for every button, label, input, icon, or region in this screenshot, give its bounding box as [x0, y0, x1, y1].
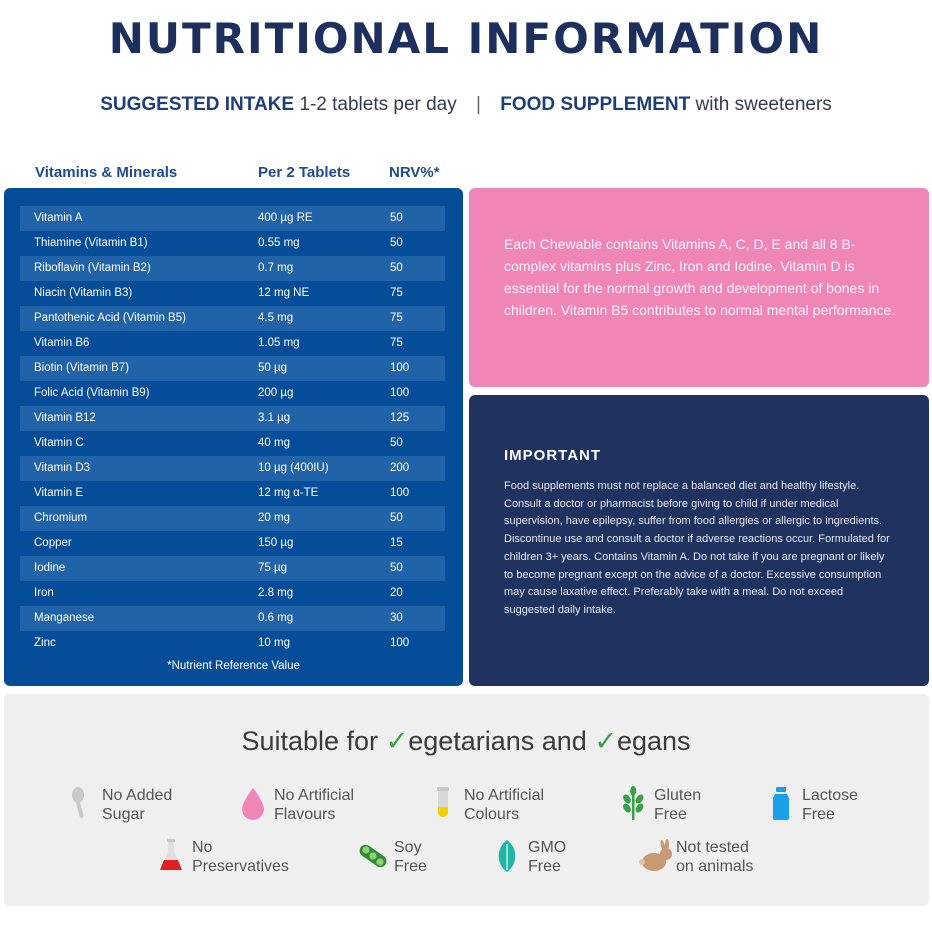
intake-line [0, 94, 932, 116]
suitability-word-vegetarians: egetarians and [408, 726, 595, 756]
table-row [20, 281, 445, 306]
nutrient-amount: 75 µg [258, 562, 288, 574]
intake-value: 1-2 tablets per day [299, 94, 457, 115]
feature-line2: Free [654, 806, 687, 823]
soy-pod-icon [358, 838, 388, 874]
nutrient-name: Copper [34, 537, 72, 549]
table-row [20, 481, 445, 506]
page-title: NUTRITIONAL INFORMATION [108, 14, 824, 63]
suitability-word-vegans: egans [616, 726, 691, 756]
important-title: IMPORTANT [504, 447, 602, 464]
nutrient-name: Iodine [34, 562, 66, 574]
nutrient-amount: 1.05 mg [258, 337, 300, 349]
table-row [20, 606, 445, 631]
nutrient-name: Niacin (Vitamin B3) [34, 287, 133, 299]
flask-icon [156, 838, 186, 874]
table-row [20, 431, 445, 456]
feature-line2: on animals [676, 858, 754, 875]
nutrient-name: Vitamin E [34, 487, 84, 499]
nutrient-amount: 200 µg [258, 387, 294, 399]
feature-line1: No Artificial [274, 787, 355, 804]
feature-line2: Colours [464, 806, 520, 823]
table-row [20, 256, 445, 281]
spoon-icon [66, 786, 96, 822]
nutrient-name: Folic Acid (Vitamin B9) [34, 387, 150, 399]
nutrient-name: Biotin (Vitamin B7) [34, 362, 130, 374]
table-row [20, 631, 445, 656]
table-row [20, 456, 445, 481]
nutrient-amount: 0.55 mg [258, 237, 300, 249]
nutrient-nrv: 20 [390, 587, 403, 599]
info-text: Each Chewable contains Vitamins A, C, D, E and all 8 B-complex vitamins plus Zinc, Iron and Iodine. Vitamin D is essential for the normal growth and development of bones in children. Vitamin B5 contributes to normal mental performance. [504, 236, 896, 318]
feature-line1: No Artificial [464, 787, 545, 804]
nrv-footnote: *Nutrient Reference Value [167, 660, 300, 672]
table-row [20, 581, 445, 606]
table-row [20, 306, 445, 331]
nutrient-amount: 20 mg [258, 512, 290, 524]
column-header-nrv: NRV%* [389, 164, 440, 181]
nutrient-amount: 40 mg [258, 437, 290, 449]
nutrient-name: Thiamine (Vitamin B1) [34, 237, 148, 249]
nutrient-nrv: 100 [390, 637, 410, 649]
suitability-title [0, 726, 932, 757]
nutrient-name: Vitamin A [34, 212, 83, 224]
nutrient-nrv: 50 [390, 262, 403, 274]
nutrient-nrv: 125 [390, 412, 410, 424]
milk-bottle-icon [766, 786, 796, 822]
nutrient-amount: 0.6 mg [258, 612, 294, 624]
nutrient-nrv: 30 [390, 612, 403, 624]
rabbit-icon [636, 838, 674, 874]
table-row [20, 406, 445, 431]
nutrient-name: Chromium [34, 512, 88, 524]
nutrient-nrv: 50 [390, 212, 403, 224]
feature-line1: Gluten [654, 787, 702, 804]
nutrient-nrv: 50 [390, 437, 403, 449]
nutrient-name: Vitamin D3 [34, 462, 91, 474]
nutrient-name: Zinc [34, 637, 56, 649]
feature-line1: No [192, 839, 213, 856]
wheat-icon [618, 786, 648, 822]
nutrition-table [20, 206, 445, 656]
table-row [20, 206, 445, 231]
nutrient-amount: 10 mg [258, 637, 290, 649]
table-row [20, 556, 445, 581]
feature-line2: Flavours [274, 806, 336, 823]
nutrient-name: Riboflavin (Vitamin B2) [34, 262, 151, 274]
column-header-amount: Per 2 Tablets [258, 164, 351, 181]
nutrient-nrv: 100 [390, 362, 410, 374]
check-icon: ✓ [385, 726, 409, 756]
nutrient-amount: 400 µg RE [258, 212, 313, 224]
nutrient-name: Pantothenic Acid (Vitamin B5) [34, 312, 186, 324]
nutrient-nrv: 50 [390, 512, 403, 524]
feature-line1: No Added [102, 787, 173, 804]
nutrient-amount: 12 mg NE [258, 287, 310, 299]
nutrient-nrv: 75 [390, 312, 403, 324]
nutrient-nrv: 100 [390, 387, 410, 399]
feature-line2: Preservatives [192, 858, 289, 875]
nutrient-nrv: 100 [390, 487, 410, 499]
nutrient-nrv: 75 [390, 337, 403, 349]
feature-line2: Free [528, 858, 561, 875]
table-row [20, 331, 445, 356]
nutrient-amount: 50 µg [258, 362, 288, 374]
feature-line1: GMO [528, 839, 567, 856]
feature-line1: Soy [394, 839, 422, 856]
column-header-nutrient: Vitamins & Minerals [35, 164, 178, 181]
important-text: Food supplements must not replace a balanced diet and healthy lifestyle. Consult a doctor or pharmacist before giving to child if under medical supervision, have epilepsy, suffer from food allergies or allergic to ingredients. Discontinue use and consult a doctor if adverse reactions occur. Formulated for children 3+ years. Contains Vitamin A. Do not take if you are pregnant or likely to become pregnant except on the advice of a doctor. Excessive consumption may cause laxative effect. Preferably take with a meal. Do not exceed suggested daily intake. [504, 480, 890, 616]
nutrient-name: Manganese [34, 612, 95, 624]
separator: | [476, 94, 481, 115]
table-row [20, 356, 445, 381]
nutrient-name: Iron [34, 587, 54, 599]
feature-line2: Sugar [102, 806, 145, 823]
nutrient-nrv: 15 [390, 537, 403, 549]
nutrient-amount: 150 µg [258, 537, 294, 549]
table-row [20, 506, 445, 531]
nutrient-name: Vitamin C [34, 437, 84, 449]
suitability-prefix: Suitable for [241, 726, 386, 756]
supplement-value: with sweeteners [695, 94, 832, 115]
feature-line2: Free [394, 858, 427, 875]
feature-line2: Free [802, 806, 835, 823]
nutrient-amount: 3.1 µg [258, 412, 291, 424]
supplement-label: FOOD SUPPLEMENT [500, 94, 691, 115]
table-row [20, 381, 445, 406]
nutrient-amount: 12 mg α-TE [258, 487, 319, 499]
intake-label: SUGGESTED INTAKE [100, 94, 295, 115]
nutrient-amount: 10 µg (400IU) [258, 462, 329, 474]
table-row [20, 531, 445, 556]
check-icon: ✓ [594, 726, 617, 756]
nutrient-name: Vitamin B12 [34, 412, 96, 424]
nutrient-nrv: 50 [390, 562, 403, 574]
nutrient-amount: 2.8 mg [258, 587, 294, 599]
test-tube-icon [428, 786, 458, 822]
nutrient-nrv: 50 [390, 237, 403, 249]
nutrient-name: Vitamin B6 [34, 337, 90, 349]
table-row [20, 231, 445, 256]
nutrient-amount: 0.7 mg [258, 262, 294, 274]
feature-line1: Not tested [676, 839, 749, 856]
gmo-leaf-icon [492, 838, 522, 874]
nutrient-amount: 4.5 mg [258, 312, 294, 324]
drop-icon [238, 786, 268, 822]
nutrient-nrv: 200 [390, 462, 410, 474]
feature-line1: Lactose [802, 787, 859, 804]
nutrient-nrv: 75 [390, 287, 403, 299]
